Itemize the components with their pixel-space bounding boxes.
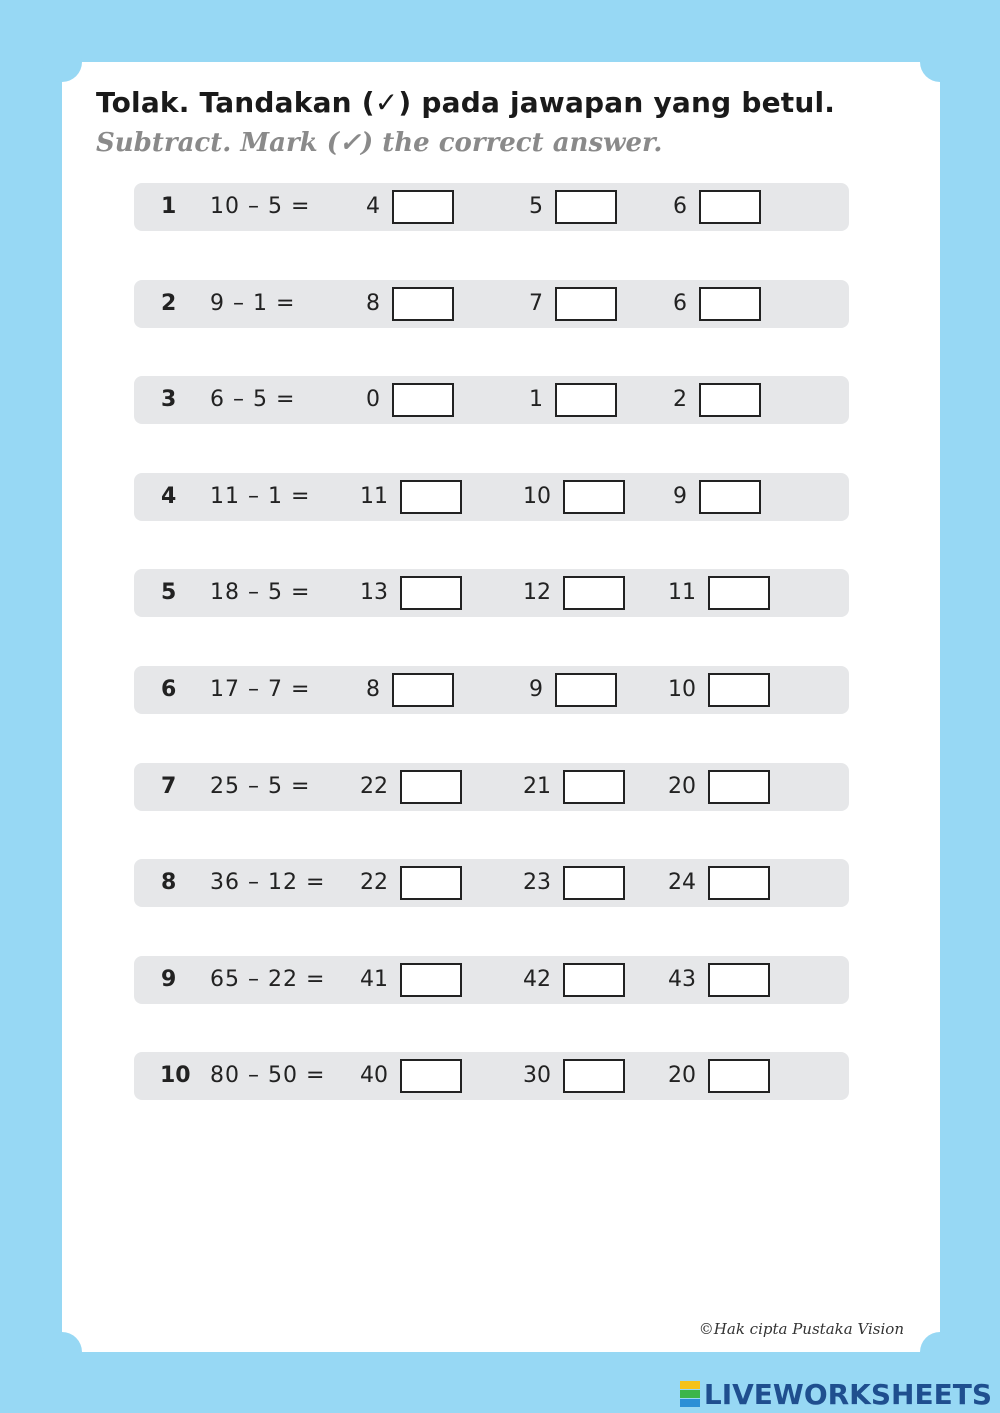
question-row	[134, 280, 849, 328]
question-number: 10	[160, 1063, 191, 1088]
answer-checkbox[interactable]	[555, 287, 617, 321]
answer-checkbox[interactable]	[555, 673, 617, 707]
answer-option-value: 20	[668, 1063, 696, 1088]
answer-checkbox[interactable]	[555, 190, 617, 224]
answer-checkbox[interactable]	[699, 287, 761, 321]
answer-checkbox[interactable]	[563, 963, 625, 997]
answer-option	[621, 190, 761, 224]
answer-checkbox[interactable]	[563, 1059, 625, 1093]
answer-option	[477, 190, 617, 224]
answer-option-value: 22	[360, 774, 388, 799]
answer-option	[477, 383, 617, 417]
answer-option-value: 41	[360, 967, 388, 992]
answer-option-value: 40	[360, 1063, 388, 1088]
answer-option-value: 2	[673, 387, 687, 412]
answer-option-value: 11	[360, 484, 388, 509]
question-equation: 10 – 5 =	[210, 194, 311, 219]
answer-checkbox[interactable]	[563, 866, 625, 900]
answer-checkbox[interactable]	[400, 866, 462, 900]
answer-option-value: 5	[529, 194, 543, 219]
answer-checkbox[interactable]	[708, 673, 770, 707]
question-number: 4	[161, 484, 177, 509]
answer-checkbox[interactable]	[708, 963, 770, 997]
question-equation: 80 – 50 =	[210, 1063, 326, 1088]
worksheet-page	[62, 62, 940, 1352]
answer-checkbox[interactable]	[400, 1059, 462, 1093]
question-row	[134, 666, 849, 714]
answer-checkbox[interactable]	[400, 770, 462, 804]
answer-checkbox[interactable]	[400, 576, 462, 610]
question-equation: 6 – 5 =	[210, 387, 296, 412]
liveworksheets-logo	[680, 1378, 992, 1410]
answer-option-value: 8	[366, 677, 380, 702]
answer-checkbox[interactable]	[563, 480, 625, 514]
answer-option-value: 42	[523, 967, 551, 992]
answer-option	[477, 673, 617, 707]
question-number: 9	[161, 967, 177, 992]
answer-option	[621, 287, 761, 321]
instruction-malay: Tolak. Tandakan (✓) pada jawapan yang betul.	[96, 86, 836, 119]
answer-option-value: 13	[360, 580, 388, 605]
answer-option-value: 21	[523, 774, 551, 799]
answer-option-value: 23	[523, 870, 551, 895]
answer-option	[322, 866, 462, 900]
answer-option	[314, 383, 454, 417]
answer-option-value: 10	[668, 677, 696, 702]
answer-option	[630, 866, 770, 900]
answer-option	[485, 770, 625, 804]
answer-option	[322, 770, 462, 804]
answer-checkbox[interactable]	[699, 480, 761, 514]
answer-checkbox[interactable]	[555, 383, 617, 417]
answer-option	[322, 963, 462, 997]
question-number: 6	[161, 677, 177, 702]
answer-checkbox[interactable]	[563, 770, 625, 804]
answer-checkbox[interactable]	[400, 963, 462, 997]
instruction-english: Subtract. Mark (✓) the correct answer.	[96, 128, 663, 158]
question-number: 2	[161, 291, 177, 316]
answer-checkbox[interactable]	[708, 576, 770, 610]
question-row	[134, 956, 849, 1004]
answer-option-value: 24	[668, 870, 696, 895]
answer-option-value: 6	[673, 194, 687, 219]
answer-option	[485, 480, 625, 514]
answer-option-value: 10	[523, 484, 551, 509]
question-row	[134, 569, 849, 617]
answer-option	[621, 480, 761, 514]
question-number: 7	[161, 774, 177, 799]
answer-option	[322, 576, 462, 610]
answer-option	[630, 963, 770, 997]
answer-option	[314, 287, 454, 321]
answer-option-value: 43	[668, 967, 696, 992]
answer-option-value: 4	[366, 194, 380, 219]
question-equation: 9 – 1 =	[210, 291, 296, 316]
brand-name: LIVEWORKSHEETS	[703, 1377, 992, 1411]
answer-option	[314, 190, 454, 224]
copyright-text: ©Hak cipta Pustaka Vision	[698, 1320, 904, 1338]
answer-option	[485, 576, 625, 610]
answer-option-value: 12	[523, 580, 551, 605]
answer-option	[621, 383, 761, 417]
question-equation: 11 – 1 =	[210, 484, 311, 509]
answer-option	[322, 1059, 462, 1093]
answer-option-value: 9	[673, 484, 687, 509]
answer-option-value: 9	[529, 677, 543, 702]
answer-option	[485, 866, 625, 900]
answer-checkbox[interactable]	[392, 190, 454, 224]
answer-checkbox[interactable]	[392, 673, 454, 707]
answer-option-value: 6	[673, 291, 687, 316]
answer-option-value: 0	[366, 387, 380, 412]
question-equation: 25 – 5 =	[210, 774, 311, 799]
answer-option-value: 8	[366, 291, 380, 316]
answer-checkbox[interactable]	[563, 576, 625, 610]
question-equation: 17 – 7 =	[210, 677, 311, 702]
question-number: 3	[161, 387, 177, 412]
answer-option	[485, 963, 625, 997]
answer-option	[322, 480, 462, 514]
answer-option	[485, 1059, 625, 1093]
answer-option	[477, 287, 617, 321]
question-row	[134, 859, 849, 907]
question-number: 8	[161, 870, 177, 895]
question-row	[134, 376, 849, 424]
answer-option	[630, 673, 770, 707]
answer-option-value: 20	[668, 774, 696, 799]
answer-option-value: 1	[529, 387, 543, 412]
question-equation: 36 – 12 =	[210, 870, 326, 895]
answer-checkbox[interactable]	[708, 1059, 770, 1093]
answer-option-value: 11	[668, 580, 696, 605]
question-equation: 65 – 22 =	[210, 967, 326, 992]
question-number: 5	[161, 580, 177, 605]
question-row	[134, 763, 849, 811]
liveworksheets-logo-icon	[680, 1381, 700, 1407]
answer-option-value: 30	[523, 1063, 551, 1088]
answer-option	[630, 770, 770, 804]
answer-checkbox[interactable]	[699, 190, 761, 224]
answer-checkbox[interactable]	[708, 866, 770, 900]
question-row	[134, 183, 849, 231]
answer-checkbox[interactable]	[392, 383, 454, 417]
answer-option	[630, 576, 770, 610]
question-equation: 18 – 5 =	[210, 580, 311, 605]
answer-checkbox[interactable]	[699, 383, 761, 417]
question-number: 1	[161, 194, 177, 219]
answer-option-value: 7	[529, 291, 543, 316]
answer-checkbox[interactable]	[392, 287, 454, 321]
question-row	[134, 473, 849, 521]
answer-checkbox[interactable]	[400, 480, 462, 514]
answer-option	[314, 673, 454, 707]
answer-checkbox[interactable]	[708, 770, 770, 804]
question-row	[134, 1052, 849, 1100]
answer-option	[630, 1059, 770, 1093]
answer-option-value: 22	[360, 870, 388, 895]
